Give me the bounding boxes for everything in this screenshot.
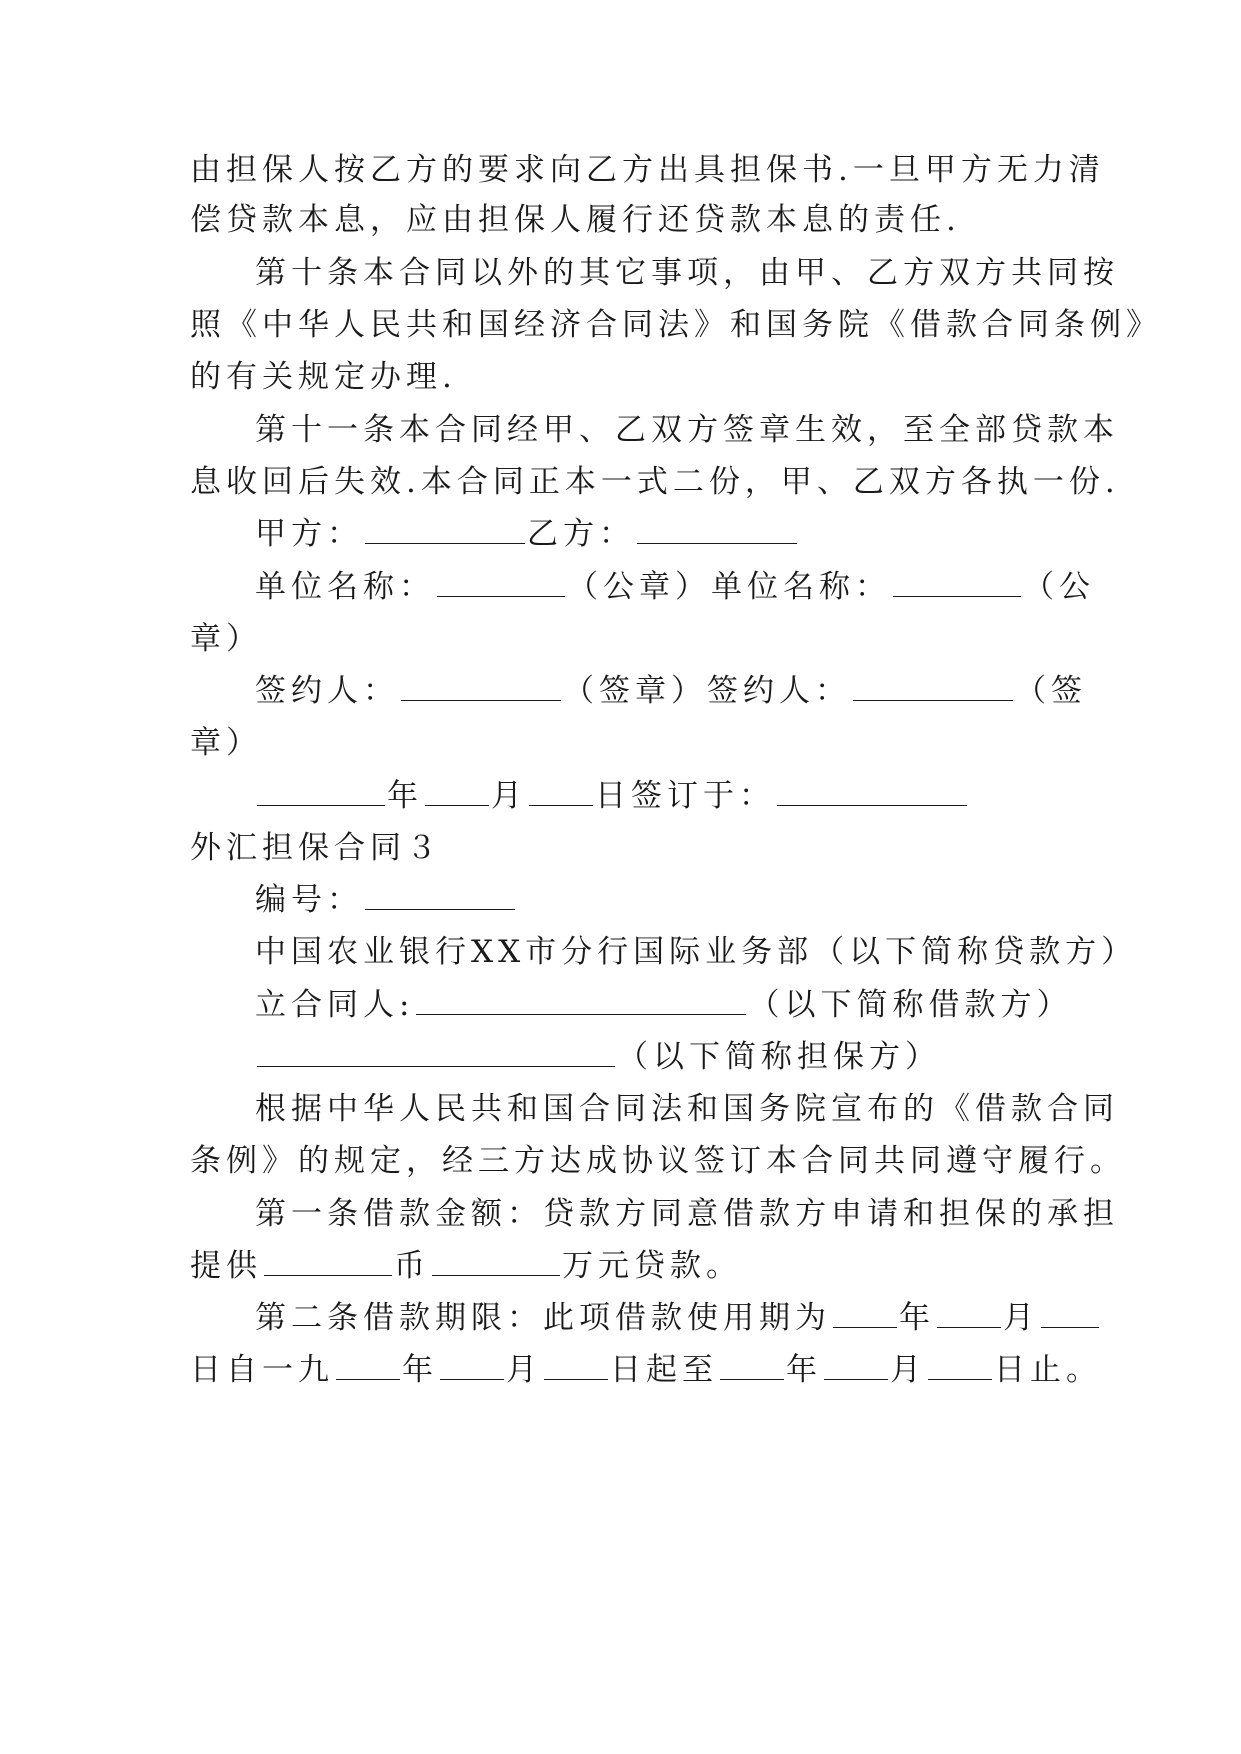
unit-name-label: 单位名称： (255, 569, 435, 605)
month-label: 月 (491, 778, 527, 814)
term-month-label: 月 (1003, 1300, 1039, 1336)
seal-open-label: （公 (1023, 569, 1095, 605)
signer-blank (401, 672, 561, 701)
unit-name-label-2: 单位名称： (711, 569, 891, 605)
to-year-label: 年 (786, 1352, 822, 1388)
term-year-blank (833, 1299, 897, 1328)
article1-amount-line (190, 1246, 742, 1286)
to-month-blank (824, 1351, 888, 1380)
party-a-blank (365, 515, 525, 544)
text-line: 条例》的规定，经三方达成协议签订本合同共同遵守履行。 (190, 1143, 1126, 1179)
text-line: 息收回后失效.本合同正本一式二份，甲、乙双方各执一份. (190, 464, 1120, 500)
section-title: 外汇担保合同３ (190, 830, 442, 866)
amount-blank (432, 1247, 560, 1276)
from-month-label: 月 (506, 1352, 542, 1388)
currency-blank (264, 1247, 392, 1276)
end-label: 日止。 (994, 1352, 1102, 1388)
term-day-blank (1041, 1299, 1099, 1328)
unit-name-line (255, 567, 1095, 607)
term-month-blank (937, 1299, 1001, 1328)
party-signature-line (255, 514, 799, 554)
party-b-blank (637, 515, 797, 544)
signature-label: （签章） (563, 673, 707, 709)
lender-line: 中国农业银行XX市分行国际业务部（以下简称贷款方） (255, 934, 1138, 970)
signer-blank-2 (853, 672, 1013, 701)
text-line: 第一条借款金额：贷款方同意借款方申请和担保的承担 (255, 1196, 1119, 1232)
text-line: 的有关规定办理. (190, 359, 457, 395)
year-blank (257, 777, 385, 806)
borrower-line (255, 985, 1072, 1025)
term-year-label: 年 (899, 1300, 935, 1336)
party-label: 立合同人: (255, 987, 415, 1023)
signed-at-blank (777, 777, 967, 806)
text-line: 照《中华人民共和国经济合同法》和国务院《借款合同条例》 (190, 307, 1162, 343)
number-line (255, 880, 517, 920)
day-signed-label: 日签订于： (595, 778, 775, 814)
to-month-label: 月 (890, 1352, 926, 1388)
provide-label: 提供 (190, 1248, 262, 1284)
from-year-label: 年 (402, 1352, 438, 1388)
unit-name-blank (437, 568, 565, 597)
text-line: 偿贷款本息，应由担保人履行还贷款本息的责任. (190, 202, 961, 238)
signer-label: 签约人： (255, 673, 399, 709)
month-blank (425, 777, 489, 806)
party-b-label: 乙方： (527, 516, 635, 552)
signer-label-2: 签约人： (707, 673, 851, 709)
borrower-suffix: （以下简称借款方） (748, 987, 1073, 1023)
from-day-blank (544, 1351, 608, 1380)
year-label: 年 (387, 778, 423, 814)
start-label: 日起至 (610, 1352, 718, 1388)
signer-line (255, 671, 1087, 711)
number-label: 编号： (255, 882, 363, 918)
party-a-label: 甲方： (255, 516, 363, 552)
date-line (255, 776, 969, 816)
guarantor-suffix: （以下简称担保方） (617, 1039, 941, 1075)
day-blank (529, 777, 593, 806)
from-label: 日自一九 (190, 1352, 334, 1388)
from-month-blank (440, 1351, 504, 1380)
text-line: 第十条本合同以外的其它事项，由甲、乙方双方共同按 (255, 255, 1119, 291)
article2-label: 第二条借款期限：此项借款使用期为 (255, 1300, 831, 1336)
from-year-blank (336, 1351, 400, 1380)
official-seal-label: （公章） (567, 569, 711, 605)
to-year-blank (720, 1351, 784, 1380)
unit-name-blank-2 (893, 568, 1021, 597)
currency-label: 币 (394, 1248, 430, 1284)
borrower-blank (416, 986, 746, 1015)
guarantor-blank (257, 1038, 615, 1067)
guarantor-line (255, 1037, 941, 1077)
to-day-blank (928, 1351, 992, 1380)
text-line: 章） (190, 725, 262, 761)
sign-open-label: （签 (1015, 673, 1087, 709)
amount-label: 万元贷款。 (562, 1248, 742, 1284)
number-blank (365, 881, 515, 910)
article2-line-1 (255, 1298, 1101, 1338)
text-line: 根据中华人民共和国合同法和国务院宣布的《借款合同 (255, 1091, 1119, 1127)
article2-line-2 (190, 1350, 1102, 1390)
text-line: 第十一条本合同经甲、乙双方签章生效，至全部贷款本 (255, 412, 1119, 448)
text-line: 由担保人按乙方的要求向乙方出具担保书.一旦甲方无力清 (190, 152, 1105, 188)
text-line: 章） (190, 621, 262, 657)
